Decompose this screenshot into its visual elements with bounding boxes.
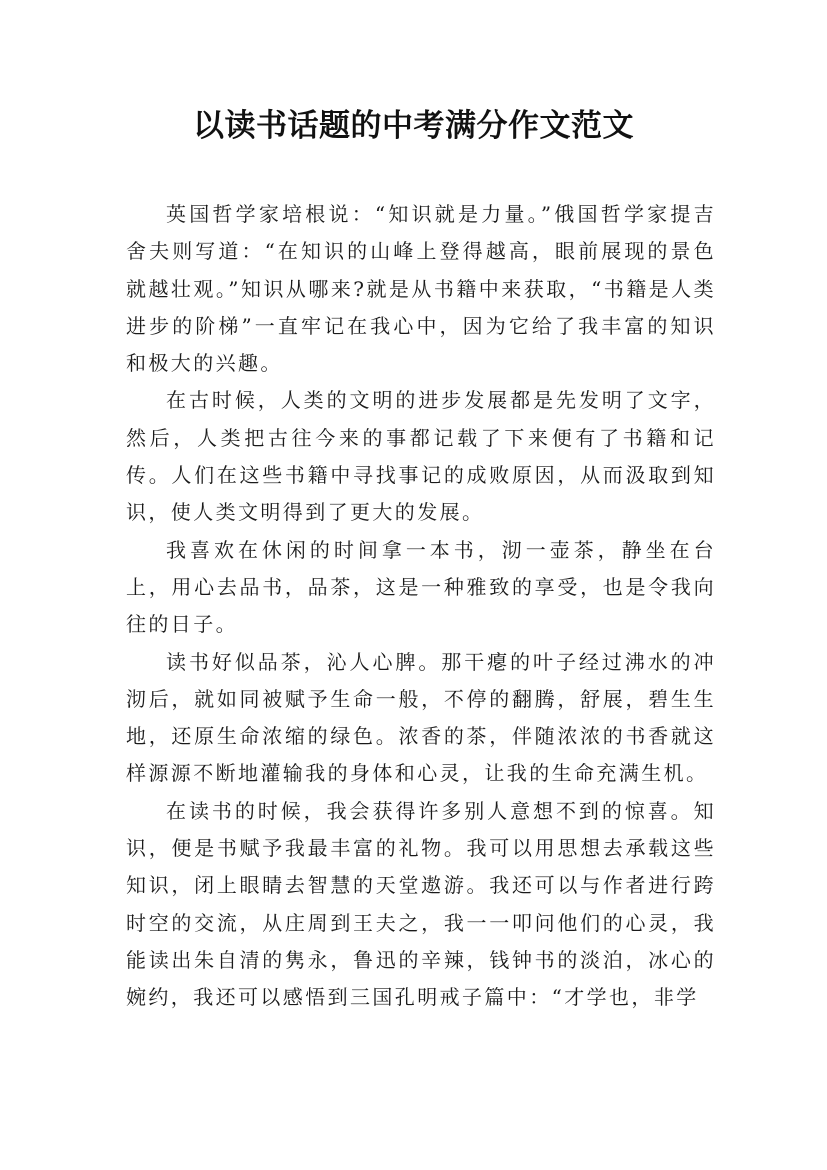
document-title: 以读书话题的中考满分作文范文 bbox=[193, 108, 634, 144]
paragraph: 读书好似品茶，沁人心脾。那干瘪的叶子经过沸水的冲沏后，就如同被赋予生命一般，不停的翻腾，舒展，碧生生地，还原生命浓缩的绿色。浓香的茶，伴随浓浓的书香就这样源源不断地灌输我的身体和心灵，让我的生命充满生机。 bbox=[126, 649, 716, 786]
document-body bbox=[126, 196, 716, 1017]
paragraph: 在古时候，人类的文明的进步发展都是先发明了文字，然后，人类把古往今来的事都记载了下来便有了书籍和记传。人们在这些书籍中寻找事记的成败原因，从而汲取到知识，使人类文明得到了更大的发展。 bbox=[126, 388, 716, 525]
paragraph: 在读书的时候，我会获得许多别人意想不到的惊喜。知识，便是书赋予我最丰富的礼物。我可以用思想去承载这些知识，闭上眼睛去智慧的天堂遨游。我还可以与作者进行跨时空的交流，从庄周到王夫之，我一一叩问他们的心灵，我能读出朱自清的隽永，鲁迅的辛辣，钱钟书的淡泊，冰心的婉约，我还可以感悟到三国孔明戒子篇中：“才学也，非学 bbox=[126, 798, 716, 1010]
paragraph: 我喜欢在休闲的时间拿一本书，沏一壶茶，静坐在台上，用心去品书，品茶，这是一种雅致的享受，也是令我向往的日子。 bbox=[126, 537, 716, 637]
paragraph: 英国哲学家培根说：“知识就是力量。”俄国哲学家提吉舍夫则写道：“在知识的山峰上登得越高，眼前展现的景色就越壮观。”知识从哪来?就是从书籍中来获取，“书籍是人类进步的阶梯”一直牢记在我心中，因为它给了我丰富的知识和极大的兴趣。 bbox=[126, 202, 716, 376]
